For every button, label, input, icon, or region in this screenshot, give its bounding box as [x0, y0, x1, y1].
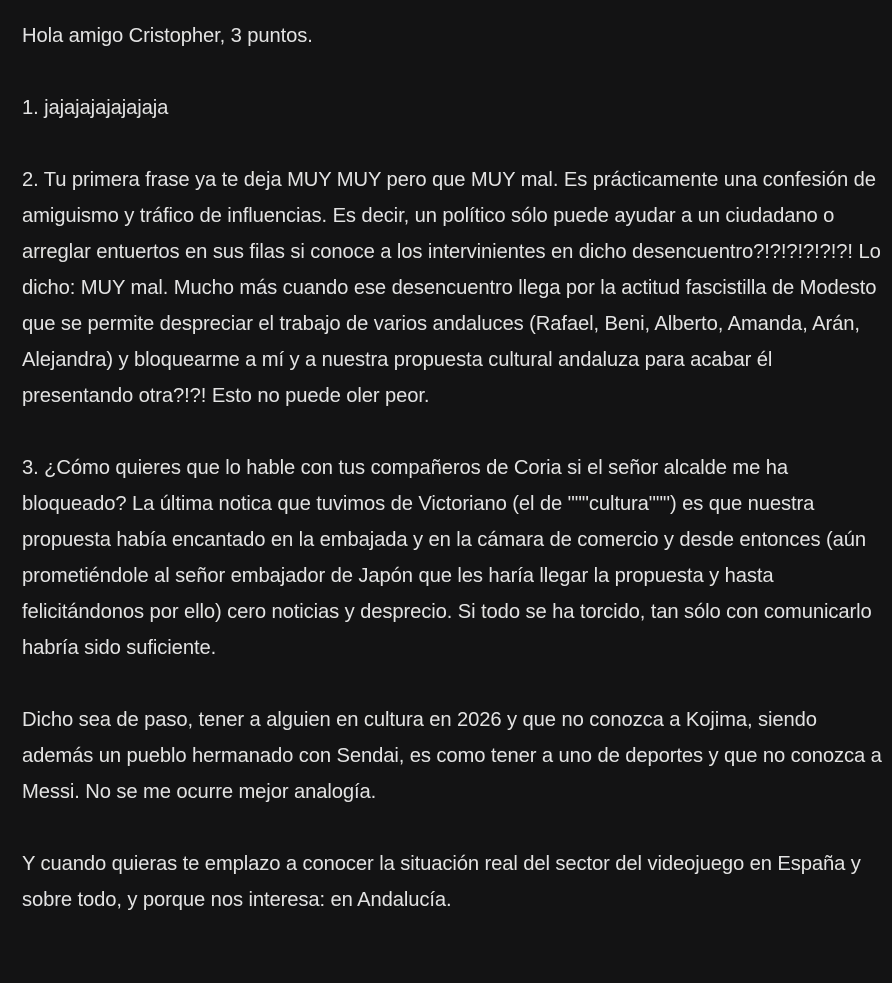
message-point-3: 3. ¿Cómo quieres que lo hable con tus compañeros de Coria si el señor alcalde me ha bloqueado? La última notica que tuvimos de Victoriano (el de """cultura""") es que nuestra propuesta había encantado en la embajada y en la cámara de comercio y desde entonces (aún prometiéndole al señor embajador de Japón que les haría llegar la propuesta y hasta felicitándonos por ello) cero noticias y desprecio. Si todo se ha torcido, tan sólo con comunicarlo habría sido suficiente.: [22, 457, 872, 659]
message-body: [22, 18, 882, 918]
message-aside: Dicho sea de paso, tener a alguien en cultura en 2026 y que no conozca a Kojima, siendo además un pueblo hermanado con Sendai, es como tener a uno de deportes y que no conozca a Messi. No se me ocurre mejor analogía.: [22, 709, 882, 803]
message-point-1: 1. jajajajajajajaja: [22, 97, 169, 119]
message-greeting: Hola amigo Cristopher, 3 puntos.: [22, 25, 313, 47]
message-closing: Y cuando quieras te emplazo a conocer la situación real del sector del videojuego en España y sobre todo, y porque nos interesa: en Andalucía.: [22, 853, 861, 911]
message-point-2: 2. Tu primera frase ya te deja MUY MUY pero que MUY mal. Es prácticamente una confesión de amiguismo y tráfico de influencias. Es decir, un político sólo puede ayudar a un ciudadano o arreglar entuertos en sus filas si conoce a los intervinientes en dicho desencuentro?!?!?!?!?!?! Lo dicho: MUY mal. Mucho más cuando ese desencuentro llega por la actitud fascistilla de Modesto que se permite despreciar el trabajo de varios andaluces (Rafael, Beni, Alberto, Amanda, Arán, Alejandra) y bloquearme a mí y a nuestra propuesta cultural andaluza para acabar él presentando otra?!?! Esto no puede oler peor.: [22, 169, 881, 407]
